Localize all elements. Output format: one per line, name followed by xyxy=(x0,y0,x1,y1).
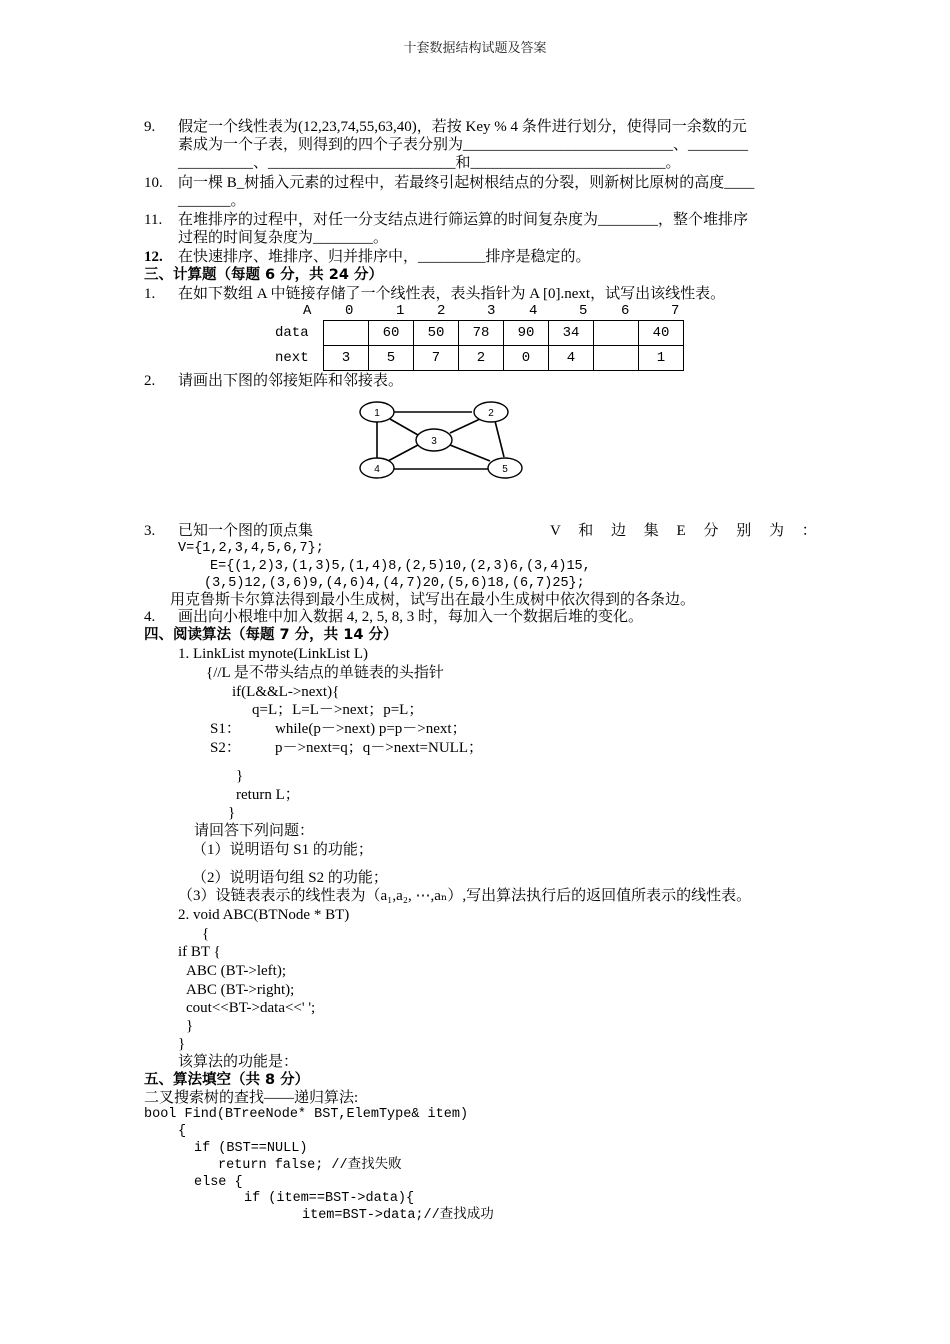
q11-number: 11. xyxy=(144,212,163,228)
s4-q1-line: return L； xyxy=(236,787,300,803)
graph-node-label: 5 xyxy=(502,464,508,475)
q12-line1: 在快速排序、堆排序、归并排序中，_________排序是稳定的。 xyxy=(178,249,591,265)
s4-q2-ask: 该算法的功能是： xyxy=(178,1054,299,1070)
linked-array-table xyxy=(275,320,684,371)
table-cell: 2 xyxy=(459,346,504,371)
graph-node-label: 3 xyxy=(431,436,437,447)
s3-q1-text: 在如下数组 A 中链接存储了一个线性表，表头指针为 A [0].next，试写出该线性表。 xyxy=(178,286,726,302)
table-cell: 34 xyxy=(549,321,594,346)
q11-line2: 过程的时间复杂度为________。 xyxy=(178,230,389,246)
graph-diagram xyxy=(350,395,530,485)
table-cell xyxy=(594,346,639,371)
table-cell: 7 xyxy=(414,346,459,371)
table-cell: 5 xyxy=(369,346,414,371)
s4-q1-line: } xyxy=(236,768,244,784)
table-cell xyxy=(324,321,369,346)
s4-q1-head: 1. LinkList mynote(LinkList L) xyxy=(178,646,368,662)
s4-q1-line: if(L&&L->next){ xyxy=(232,684,340,700)
page-header: 十套数据结构试题及答案 xyxy=(403,41,547,56)
s4-q2-line: } xyxy=(178,1036,186,1052)
q11-line1: 在堆排序的过程中，对任一分支结点进行筛运算的时间复杂度为________，整个堆排序 xyxy=(178,212,749,228)
q9-line2: 素成为一个子表，则得到的四个子表分别为____________________________、________ xyxy=(178,137,749,153)
s4-q1-s1-label: S1： xyxy=(210,721,241,737)
s3-q3-e-line2: (3,5)12,(3,6)9,(4,6)4,(4,7)20,(5,6)18,(6,7)25}; xyxy=(204,576,585,591)
row-label: data xyxy=(275,325,309,341)
q9-line1: 假定一个线性表为(12,23,74,55,63,40)，若按 Key % 4 条件进行划分，使得同一余数的元 xyxy=(178,119,747,135)
table-row xyxy=(275,321,684,346)
table-cell: 1 xyxy=(639,346,684,371)
s4-q2-line: if BT { xyxy=(178,944,221,960)
code-line: return false; //查找失败 xyxy=(218,1158,402,1173)
s3-q3-e-line1: E={(1,2)3,(1,3)5,(1,4)8,(2,5)10,(2,3)6,(3,4)15, xyxy=(210,559,591,574)
q10-line1: 向一棵 B_树插入元素的过程中，若最终引起树根结点的分裂，则新树比原树的高度____ xyxy=(178,175,755,191)
q9-number: 9. xyxy=(144,119,156,135)
s4-q1-line: q=L；L=L－>next；p=L； xyxy=(252,702,424,718)
s3-q4-text: 画出向小根堆中加入数据 4, 2, 5, 8, 3 时，每加入一个数据后堆的变化。 xyxy=(178,609,644,625)
q10-line2: _______。 xyxy=(178,193,246,209)
graph-edge xyxy=(450,419,480,433)
table-cell: 50 xyxy=(414,321,459,346)
s3-q3-v-line: V={1,2,3,4,5,6,7}; xyxy=(178,541,324,556)
graph-node-label: 2 xyxy=(488,408,494,419)
code-line: else { xyxy=(194,1175,243,1190)
q9-line3: __________、_________________________和__________________________。 xyxy=(178,155,681,171)
s4-q1-line: {//L 是不带头结点的单链表的头指针 xyxy=(206,665,444,681)
graph-edge xyxy=(495,421,504,457)
table-row xyxy=(275,346,684,371)
code-line: item=BST->data;//查找成功 xyxy=(302,1208,494,1223)
array-index: 0 xyxy=(345,303,354,319)
s3-q2-text: 请画出下图的邻接矩阵和邻接表。 xyxy=(178,373,404,389)
s4-q1-sub3: （3）设链表表示的线性表为（a₁,a₂, ⋯,aₙ）,写出算法执行后的返回值所表示的线性表。 xyxy=(178,888,752,904)
s4-q1-s2-label: S2： xyxy=(210,740,241,756)
s4-q2-head: 2. void ABC(BTNode * BT) xyxy=(178,907,350,923)
s4-q2-line: cout<<BT->data<<' '; xyxy=(186,1000,316,1016)
graph-edge xyxy=(450,445,490,461)
s3-q2-number: 2. xyxy=(144,373,156,389)
table-cell: 3 xyxy=(324,346,369,371)
s3-q3-text-right: V 和 边 集 E 分 别 为 ： xyxy=(550,523,824,539)
code-line: if (BST==NULL) xyxy=(194,1141,308,1156)
array-label: A xyxy=(303,303,312,319)
table-cell: 78 xyxy=(459,321,504,346)
s4-q1-line: } xyxy=(228,805,236,821)
s3-q1-number: 1. xyxy=(144,286,156,302)
code-line: bool Find(BTreeNode* BST,ElemType& item) xyxy=(144,1107,469,1122)
code-line: if (item==BST->data){ xyxy=(244,1191,415,1206)
s4-q1-sub1: （1）说明语句 S1 的功能； xyxy=(192,842,373,858)
array-index: 5 xyxy=(579,303,588,319)
s3-q3-number: 3. xyxy=(144,523,156,539)
s3-q3-text-left: 已知一个图的顶点集 xyxy=(178,523,314,539)
s3-q4-number: 4. xyxy=(144,609,156,625)
row-label: next xyxy=(275,350,309,366)
graph-edge xyxy=(390,419,418,435)
table-cell: 4 xyxy=(549,346,594,371)
table-cell: 90 xyxy=(504,321,549,346)
array-index: 2 xyxy=(437,303,446,319)
table-cell xyxy=(594,321,639,346)
section5-title: 五、算法填空（共 8 分） xyxy=(144,1072,310,1088)
s4-q2-line: { xyxy=(202,926,210,942)
s4-q1-s2-code: p－>next=q；q－>next=NULL； xyxy=(275,740,483,756)
graph-node-label: 4 xyxy=(374,464,380,475)
q10-number: 10. xyxy=(144,175,163,191)
array-index: 1 xyxy=(396,303,405,319)
section4-title: 四、阅读算法（每题 7 分，共 14 分） xyxy=(144,627,398,643)
graph-node-label: 1 xyxy=(374,408,380,419)
table-cell: 40 xyxy=(639,321,684,346)
s3-q3-ask: 用克鲁斯卡尔算法得到最小生成树，试写出在最小生成树中依次得到的各条边。 xyxy=(170,592,696,608)
s4-q2-line: ABC (BT->right); xyxy=(186,982,295,998)
code-line: { xyxy=(178,1124,187,1139)
s4-q1-s1-code: while(p－>next) p=p－>next； xyxy=(275,721,467,737)
table-cell: 60 xyxy=(369,321,414,346)
s4-q1-sub2: （2）说明语句组 S2 的功能； xyxy=(192,870,388,886)
array-index: 6 xyxy=(621,303,630,319)
s4-q2-line: } xyxy=(186,1018,194,1034)
s5-intro: 二叉搜索树的查找——递归算法: xyxy=(144,1090,359,1106)
q12-number: 12. xyxy=(144,249,163,265)
graph-edge xyxy=(388,445,418,461)
section3-title: 三、计算题（每题 6 分，共 24 分） xyxy=(144,267,383,283)
array-index: 7 xyxy=(671,303,680,319)
s4-q2-line: ABC (BT->left); xyxy=(186,963,286,979)
array-index: 3 xyxy=(487,303,496,319)
array-index: 4 xyxy=(529,303,538,319)
table-cell: 0 xyxy=(504,346,549,371)
s4-q1-ask: 请回答下列问题： xyxy=(194,823,315,839)
